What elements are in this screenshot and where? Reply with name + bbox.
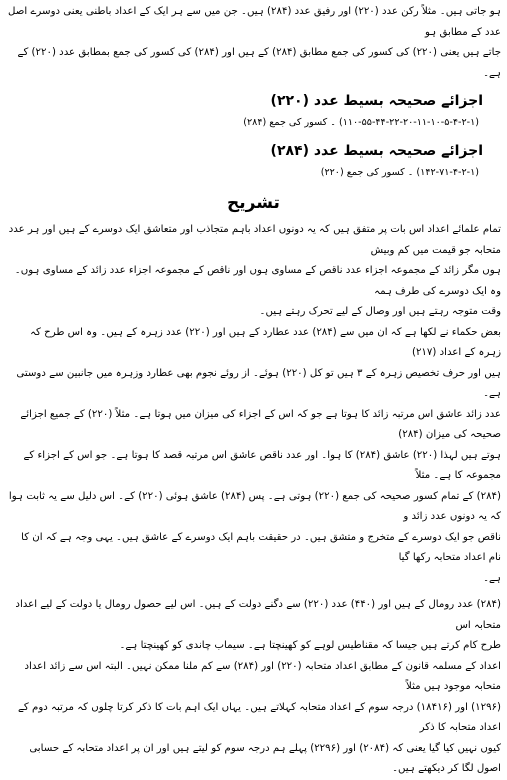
intro-paragraph (6, 2, 501, 84)
paragraph-3 (6, 405, 501, 590)
paragraph-line: (۱۲۹۶) اور (۱۸۴۱۶) درجہ سوم کے اعداد متحابہ کہلاتے ہیں۔ یہاں ایک اہم بات کا ذکر کرتا چلوں کہ مرتبہ دوم کے اعداد متحابہ کا ذکر (17, 701, 501, 733)
paragraph-5 (6, 657, 501, 780)
paragraph-line: ناقص جو ایک دوسرے کے متخرج و متشق ہیں۔ در حقیقت باہم ایک دوسرے کے عاشق ہیں۔ یہی وجہ ہے کہ ان کا نام اعداد متحابہ رکھا گیا (21, 531, 501, 563)
section-heading-284: اجزائے صحیحہ بسیط عدد (۲۸۴) (270, 143, 483, 159)
paragraph-2 (6, 323, 501, 405)
divisors-list-220: (۱۱۰-۵۵-۴۴-۲۲-۲۰-۱۱-۱۰-۵-۴-۲-۱) ۔ کسور کی جمع (۲۸۴) (243, 117, 479, 128)
divisors-list-284: (۱۴۲-۷۱-۴-۲-۱) ۔ کسور کی جمع (۲۲۰) (320, 167, 479, 178)
paragraph-line: طرح کام کرتے ہیں جیسا کہ مقناطیس لوہے کو کھینچتا ہے۔ سیماب چاندی کو کھینچتا ہے۔ (119, 640, 501, 651)
paragraph-line: ہیں اور حرف تخصیص زہرہ کے ۳ ہیں تو کل (۲۲۰) ہوئے۔ از روئے نجوم بھی عطارد وزہرہ میں جانبین سے دوستی ہے۔ (16, 367, 501, 399)
paragraph-line: بعض حکماء نے لکھا ہے کہ ان میں سے (۲۸۴) عدد عطارد کے ہیں اور (۲۲۰) عدد زہرہ کے ہیں۔ وہ اس طرح کہ زہرہ کے اعداد (۲۱۷) (30, 326, 501, 358)
explanation-title: تشریح (227, 193, 280, 213)
intro-line: ہو جاتی ہیں۔ مثلاً رکن عدد (۲۲۰) اور رفیق عدد (۲۸۴) ہیں۔ جن میں سے ہر ایک کے اعداد باطنی یعنی دوسرے اصل عدد کے مطابق ہو (8, 6, 501, 38)
paragraph-line: عدد زائد عاشق اس مرتبہ زائد کا ہوتا ہے جو کہ اس کے اجزاء کی میزان میں ہوتا ہے۔ مثلاً (۲۲۰) کے جمیع اجزائے صحیحہ کی میزان (۲۸۴) (20, 408, 501, 440)
paragraph-line: اعداد کے مسلمہ قانون کے مطابق اعداد متحابہ (۲۲۰) اور (۲۸۴) سے کم ملنا ممکن نہیں۔ البتہ اس سے زائد اعداد متحابہ موجود ہیں مثلاً (24, 660, 501, 692)
paragraph-line: (۲۸۴) کے تمام کسور صحیحہ کی جمع (۲۲۰) ہوتی ہے۔ پس (۲۸۴) عاشق ہوئی (۲۲۰) کے۔ اس دلیل سے یہ ثابت ہوا کہ یہ دونوں عدد زائد و (8, 490, 501, 522)
paragraph-line: کیوں نہیں کیا گیا یعنی کہ (۲۰۸۴) اور (۲۲۹۶) پہلے ہم درجہ سوم کو لیتے ہیں اور ان پر اعداد متحابہ کے حسابی اصول لگا کر دیکھتے ہیں۔ (29, 742, 501, 774)
paragraph-line: ہوتے ہیں لہذا (۲۲۰) عاشق (۲۸۴) کا ہوا۔ اور عدد ناقص عاشق اس مرتبہ قصد کا ہوتا ہے۔ جو اس کے اجزاء کے مجموعہ کا ہے۔ مثلاً (23, 449, 501, 481)
paragraph-line: (۲۸۴) عدد رومال کے ہیں اور (۴۴۰) عدد (۲۲۰) سے دگنے دولت کے ہیں۔ اس لیے حصول رومال یا دولت کے لیے اعداد متحابہ اس (15, 599, 501, 631)
paragraph-line: تمام علمائے اعداد اس بات پر متفق ہیں کہ یہ دونوں اعداد باہم متجاذب اور متعاشق ایک دوسرے کے ہیں اور ہر عدد متحابہ جو قیمت میں کم وبیش (8, 224, 501, 256)
paragraph-1 (6, 220, 501, 323)
paragraph-line: وقت متوجہ رہتے ہیں اور وصال کے لیے تحرک رہتے ہیں۔ (259, 306, 501, 317)
section-heading-220: اجزائے صحیحہ بسیط عدد (۲۲۰) (270, 93, 483, 109)
intro-line: جاتے ہیں یعنی (۲۲۰) کی کسور کی جمع مطابق (۲۸۴) کے ہیں اور (۲۸۴) کی کسور کی جمع بمطابق عدد (۲۲۰) کے ہے۔ (17, 47, 501, 79)
paragraph-line: ہوں مگر زائد کے مجموعہ اجزاء عدد ناقص کے مساوی ہوں اور ناقص کے مجموعہ اجزاء عدد زائد کے مساوی ہوں۔ وہ ایک دوسرے کی طرف ہمہ (14, 265, 501, 297)
paragraph-4 (6, 595, 501, 657)
paragraph-line: ہے۔ (483, 572, 501, 584)
